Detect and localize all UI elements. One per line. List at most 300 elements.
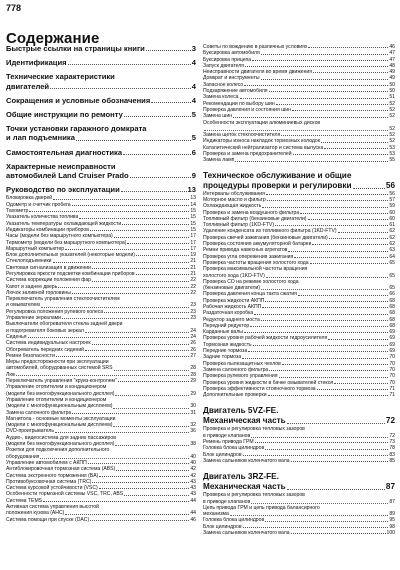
dot-leader [248,351,388,352]
dot-leader [252,60,388,61]
toc-entry-label: Блокировка дверей [6,195,53,202]
dot-leader [85,350,189,351]
dot-leader [243,527,389,528]
toc-entry-label: Сокращения и условные обозначения [6,95,151,105]
toc-page-number: 3 [191,44,196,53]
toc-entry-label: Передние тормоза [203,348,248,355]
toc-entry-label: Каталитический нейтрализатор и система выпуска [203,144,324,151]
toc-entry-label: и лап подъемника [6,133,75,143]
toc-page-number: 72 [389,432,395,439]
toc-page-number: 22 [190,277,196,284]
toc-page-number: 4 [191,81,196,91]
toc-page-number: 70 [389,379,395,386]
toc-entry-label: оборудования [6,453,40,460]
toc-entry-line2 [6,133,196,142]
toc-entry-label: (модели без многофункционального дисплея) [6,441,115,448]
toc-entry[interactable] [6,435,196,448]
dot-leader [287,489,385,490]
toc-page-number: 44 [190,497,196,504]
toc-entry-label: Руководство по эксплуатации [6,185,120,195]
dot-leader [288,251,388,252]
toc-entry-label: Проверка пылезащитных чехлов [203,360,281,367]
toc-page-number: 53 [389,144,395,151]
toc-entry-line1: Характерные неисправности [6,161,116,171]
toc-page-number: 43 [190,478,196,485]
toc-entry-line1: Управление отопителем и кондиционером [6,384,107,391]
toc-entry-label: Запасное колесо [203,81,244,88]
toc-page-number: 26 [190,340,196,347]
toc-page-number: 31 [190,409,196,416]
toc-page-number: 21 [190,271,196,277]
toc-entry[interactable] [203,157,395,163]
toc-page-number: 62 [389,241,395,248]
toc-page-number: 63 [389,247,395,254]
toc-entry-label: Моторное масло и фильтр [203,196,266,203]
toc-entry-label: Редуктор заднего моста [203,316,260,323]
toc-page-number: 21 [190,264,196,271]
toc-entry[interactable] [203,505,395,518]
toc-entry-label: Подзаряжение автомобиля [203,88,268,95]
toc-heading[interactable] [203,472,395,492]
toc-page-number: 27 [190,352,196,359]
toc-page-number: 17 [190,245,196,252]
toc-page-number: 52 [389,100,395,107]
dot-leader [65,514,189,515]
dot-leader [294,257,388,258]
dot-leader [68,64,191,65]
dot-leader [328,339,388,340]
dot-leader [308,47,388,48]
toc-entry-line1: Меры предосторожности при эксплуатации [6,359,109,366]
toc-entry-line1: Выключатели обогревателя стекла задней двери [6,321,123,328]
toc-entry-label: в приводе клапанов [203,498,251,505]
toc-entry-label: Активная система управления высотой [6,503,100,510]
toc-entry-label: Передний редуктор [203,322,250,329]
toc-entry-label: Домкрат и инструменты [203,75,260,82]
toc-page-number: 43 [190,491,196,498]
toc-entry-label: Блок дополнительных указателей (некоторые модели) [6,252,136,259]
dot-leader [287,423,385,424]
toc-page-number: 47 [389,50,395,57]
dot-leader [41,307,189,308]
toc-entry-label: положения кузова (AHC) [6,510,65,517]
toc-page-number: 24 [190,327,196,334]
dot-leader [115,395,189,396]
toc-entry-label: Интервалы обслуживания [203,190,265,197]
toc-entry-label: DVD-проигрыватель [6,428,55,435]
toc-entry-label: Удаление конденсата из топливного фильтра (1KD-FTV) [203,228,337,235]
section-3rz-fe-items [203,492,395,536]
dot-leader [244,332,388,333]
toc-entry-line1: Технические характеристики [6,72,115,82]
toc-entry-line2 [203,482,395,492]
toc-page-number: 49 [389,69,395,76]
toc-page-number: 32 [190,422,196,429]
toc-entry-label: Световая сигнализация в движении [6,264,91,271]
dot-leader [338,232,389,233]
dot-leader [266,277,389,278]
toc-entry-label: Замена сальников коленчатого вала [203,530,290,536]
dot-leader [92,281,189,282]
toc-page-number: 52 [389,125,395,132]
toc-entry-label: Замена салонного фильтра [203,366,269,373]
toc-page-number: 72 [385,416,395,426]
toc-page-number: 95 [389,517,395,524]
dot-leader [53,199,189,200]
toc-entry-line1: Особенности эксплуатации алюминиевых дисков [203,119,321,126]
dot-leader [99,476,189,477]
dot-leader [268,395,389,396]
dot-leader [127,243,189,244]
toc-page-number: 15 [190,214,196,221]
dot-leader [114,370,190,371]
dot-leader [235,161,388,162]
dot-leader [115,445,189,446]
dot-leader [324,148,388,149]
dot-leader [292,110,388,111]
dot-leader [146,50,191,51]
dot-leader [233,117,388,118]
dot-leader [244,85,388,86]
toc-entry-label: Индикаторы износа накладок тормозных колодок [203,138,320,145]
toc-page-number: 71 [389,392,395,399]
dot-leader [275,225,388,226]
toc-entry-label: Головка блока цилиндров [203,445,265,452]
dot-leader [92,482,189,483]
toc-entry[interactable] [6,447,196,460]
toc-heading[interactable] [6,44,196,53]
toc-page-number: 50 [389,88,395,95]
toc-page-number: 68 [389,303,395,310]
toc-page-number: 22 [190,283,196,290]
dot-leader [113,408,189,409]
toc-page-number: 60 [389,215,395,222]
toc-entry-label: Замена шин [203,113,233,120]
dot-leader [243,455,389,456]
toc-entry-label: Управление зеркалами [6,315,62,322]
toc-entry-label: Ремни привода навесных агрегатов [203,247,288,254]
toc-entry-label: Замена колеса [203,94,239,101]
dot-leader [65,249,189,250]
toc-page-number: 100 [386,530,395,536]
toc-entry-line1: Проверка и регулировка тепловых зазоров [203,492,305,499]
toc-heading[interactable] [6,185,196,194]
dot-leader [262,307,388,308]
toc-entry-label: Рабочая жидкость АКПП [203,303,262,310]
dot-leader [266,194,388,195]
toc-entry-label: процедуры проверки и регулировки [203,180,352,190]
dot-leader [114,237,190,238]
toc-entry-label: Индикаторы комбинации приборов [6,226,89,233]
toc-entry-label: Указатель количества топлива [6,214,79,221]
toc-entry-label: Система индивидуальных настроек [6,340,91,347]
dot-leader [329,238,389,239]
toc-entry-label: Замена салонного фильтра [6,409,72,416]
dot-leader [90,520,189,521]
toc-entry[interactable] [203,266,395,279]
toc-page-number: 46 [190,516,196,523]
toc-entry-line1: Управление отопителем и кондиционером [6,396,107,403]
toc-entry-label: Указатель температуры охлаждающей жидкости [6,220,122,227]
toc-page-number: 70 [389,354,395,361]
dot-leader [72,413,189,414]
dot-leader [313,72,388,73]
dot-leader [353,188,385,189]
toc-entry[interactable] [6,296,196,309]
dot-leader [250,326,388,327]
dot-leader [124,495,189,496]
dot-leader [92,268,189,269]
toc-heading[interactable] [6,96,196,105]
toc-page-number: 28 [190,365,196,372]
dot-leader [121,191,187,192]
dot-leader [261,54,389,55]
toc-entry-label: и подогревателя боковых зеркал [6,327,84,334]
toc-entry-line1: Точки установки гаражного домкрата [6,124,147,134]
dot-leader [261,79,389,80]
dot-leader [282,364,389,365]
toc-entry[interactable] [203,392,395,398]
left-column [6,44,196,523]
toc-page-number: 57 [389,196,395,203]
toc-heading[interactable] [6,124,196,142]
toc-heading[interactable] [6,58,196,67]
dot-leader [242,358,388,359]
toc-entry-label: (модели без многофункционального дисплея) [6,390,115,397]
toc-entry-label: (бензиновые двигатели) [203,285,261,292]
toc-page-number: 69 [389,329,395,336]
toc-entry-label: Проверка жидкости АКПП [203,297,265,304]
toc-entry[interactable] [6,321,196,334]
toc-entry-line2 [6,171,196,180]
page-title: Содержание [6,30,100,47]
toc-page-number: 24 [190,333,196,340]
dot-leader [204,130,388,131]
toc-entry[interactable] [6,359,196,372]
toc-entry-label: Система коррекции положения фар [6,277,92,284]
dot-leader [130,177,191,178]
toc-entry-label: Система экстренного торможения (BA) [6,472,99,479]
toc-entry-label: Система курсовой устойчивости (VSC) [6,485,98,492]
dot-leader [261,320,389,321]
toc-page-number: 9 [191,171,196,181]
toc-entry-label: Охлаждающая жидкость [203,203,262,210]
toc-entry-label: Рекомендации по выбору шин [203,100,275,107]
dot-leader [88,463,190,464]
toc-entry-line1: Проверка СО на режиме холостого хода [203,278,299,285]
toc-page-number: 71 [389,385,395,392]
dot-leader [29,211,189,212]
toc-page-number: 23 [190,302,196,309]
toc-entry-label: Проверка свечей зажигания (бензиновые двигатели) [203,234,328,241]
toc-page-number: 98 [389,523,395,530]
toc-page-number: 87 [389,498,395,505]
dot-leader [276,104,389,105]
toc-entry-label: Проверка эффективности стояночного тормоза [203,385,316,392]
toc-page-number: 19 [190,252,196,259]
toc-page-number: 64 [389,253,395,260]
toc-entry-label: Буксировка автомобиля [203,50,260,57]
dot-leader [251,503,388,504]
toc-page-number: 40 [190,459,196,466]
dot-leader [261,289,388,290]
dot-leader [40,458,189,459]
toc-page-number: 51 [389,94,395,101]
toc-entry-line1: Проверка и регулировка тепловых зазоров [203,426,305,433]
dot-leader [122,224,189,225]
toc-entry[interactable] [203,530,395,536]
toc-page-number: 44 [190,510,196,517]
dot-leader [62,318,189,319]
toc-page-number: 15 [190,226,196,233]
toc-entry-label: Люк [6,371,16,378]
toc-heading[interactable] [203,406,395,426]
toc-entry-label: автомобилей, оборудованных системой SRS [6,365,113,372]
toc-entry[interactable] [6,384,196,397]
toc-entry-label: Тормозная жидкость [203,341,252,348]
toc-entry[interactable] [6,416,196,429]
dot-leader [56,356,190,357]
dot-leader [58,287,189,288]
toc-page-number: 48 [389,62,395,69]
dot-leader [255,442,389,443]
toc-page-number: 62 [389,228,395,235]
toc-entry[interactable] [6,397,196,410]
toc-page-number: 70 [389,366,395,373]
toc-entry-label: Термометр (модели без маршрутного компьютера) [6,239,127,246]
toc-entry-label: Маршрутный компьютер [6,245,65,252]
toc-page-number: 52 [389,132,395,139]
toc-page-number: 47 [389,56,395,63]
dot-leader [253,345,389,346]
toc-entry-label: Система TEMS [6,497,43,504]
toc-page-number: 43 [190,485,196,492]
toc-page-number: 61 [389,222,395,229]
toc-page-number: 68 [389,316,395,323]
toc-entry-label: Система помощи при спуске (DAC) [6,516,90,523]
toc-heading[interactable] [203,171,395,191]
toc-entry-label: Проверка уровня рабочей жидкости гидроусилителя [203,335,328,342]
dot-leader [267,200,389,201]
toc-entry-label: (модели с многофункциональным дисплеем) [6,422,113,429]
dot-leader [79,218,189,219]
toc-page-number: 29 [190,378,196,385]
dot-leader [76,140,191,141]
toc-page-number: 69 [389,335,395,342]
toc-entry-line1: Проверка максимальной частоты вращения [203,266,308,273]
toc-entry-line1: Магнитола - основные моменты эксплуатации [6,415,116,422]
toc-heading[interactable] [6,162,196,180]
toc-entry-label: Проверка рулевого управления [203,373,278,380]
dot-leader [279,377,389,378]
dot-leader [251,437,388,438]
toc-entry-label: Ремень привода ГРМ [203,439,254,446]
toc-page-number: 30 [190,403,196,410]
toc-page-number: 4 [191,58,196,68]
toc-page-number: 69 [389,348,395,355]
toc-page-number: 23 [190,308,196,315]
dot-leader [113,426,189,427]
dot-leader [72,205,190,206]
dot-leader [90,230,189,231]
toc-page-number: 5 [191,110,196,120]
toc-entry-label: Регулировка положения рулевого колеса [6,308,104,315]
dot-leader [281,135,388,136]
toc-page-number: 70 [389,360,395,367]
dot-leader [312,244,388,245]
dot-leader [265,301,388,302]
toc-entry-label: автомобилей Land Cruiser Prado [6,171,129,181]
toc-entry[interactable] [203,492,395,505]
dot-leader [334,383,388,384]
toc-entry-label: Проверка и замена предохранителей [203,151,292,158]
toc-page-number: 66 [389,291,395,298]
toc-page-number: 85 [389,457,395,464]
dot-leader [151,102,191,103]
dot-leader [28,337,190,338]
toc-entry-label: Дополнительные проверки [203,392,267,399]
dot-leader [240,98,389,99]
toc-entry-line1: Переключатель управления стеклоочистителем [6,296,120,303]
toc-page-number: 4 [191,95,196,105]
toc-page-number: 53 [389,151,395,158]
dot-leader [308,219,389,220]
dot-leader [92,344,190,345]
toc-entry-label: Регулировка яркости подсветки комбинации приборов [6,271,135,277]
dot-leader [230,515,388,516]
toc-page-number: 78 [389,445,395,452]
section-5vz-fe [203,406,395,426]
toc-entry-label: Обогреватель передних сидений [6,346,85,353]
toc-page-number: 6 [191,147,196,157]
toc-page-number: 42 [190,466,196,473]
toc-entry-label: (модели с многофункциональным дисплеем) [6,403,113,410]
section-maintenance-items [203,191,395,399]
toc-page-number: 52 [389,106,395,113]
dot-leader [72,293,189,294]
section-maintenance [203,171,395,191]
toc-entry-label: Проверка частоты вращения холостого хода [203,259,309,266]
toc-heading[interactable] [6,110,196,119]
dot-leader [116,470,189,471]
toc-entry-label: Антиблокировочная тормозная система (ABS) [6,466,116,473]
toc-heading[interactable] [6,148,196,157]
toc-page-number: 59 [389,203,395,210]
toc-page-number: 52 [389,113,395,120]
dot-leader [269,370,388,371]
toc-page-number: 68 [389,322,395,329]
toc-page-number: 49 [389,75,395,82]
toc-entry-label: Переключатель управления "круиз-контролем" [6,378,117,385]
toc-page-number: 56 [389,190,395,197]
toc-entry[interactable] [6,517,196,523]
toc-entry-label: Карданные валы [203,329,243,336]
toc-heading[interactable] [6,72,196,90]
toc-entry-label: Самостоятельная диагностика [6,147,123,157]
toc-entry-label: Одометр и счетчик пробега [6,201,71,208]
dot-leader [245,66,388,67]
toc-page-number: 56 [385,180,395,190]
toc-entry-line2 [203,181,395,191]
dot-leader [53,262,190,263]
toc-entry[interactable] [203,279,395,292]
toc-entry[interactable] [203,120,395,133]
toc-entry[interactable] [203,426,395,439]
toc-entry-label: Замена ламп [203,157,235,164]
toc-entry-label: Топливный фильтр (1KD-FTV) [203,222,275,229]
toc-entry[interactable] [203,458,395,464]
dot-leader [124,116,191,117]
